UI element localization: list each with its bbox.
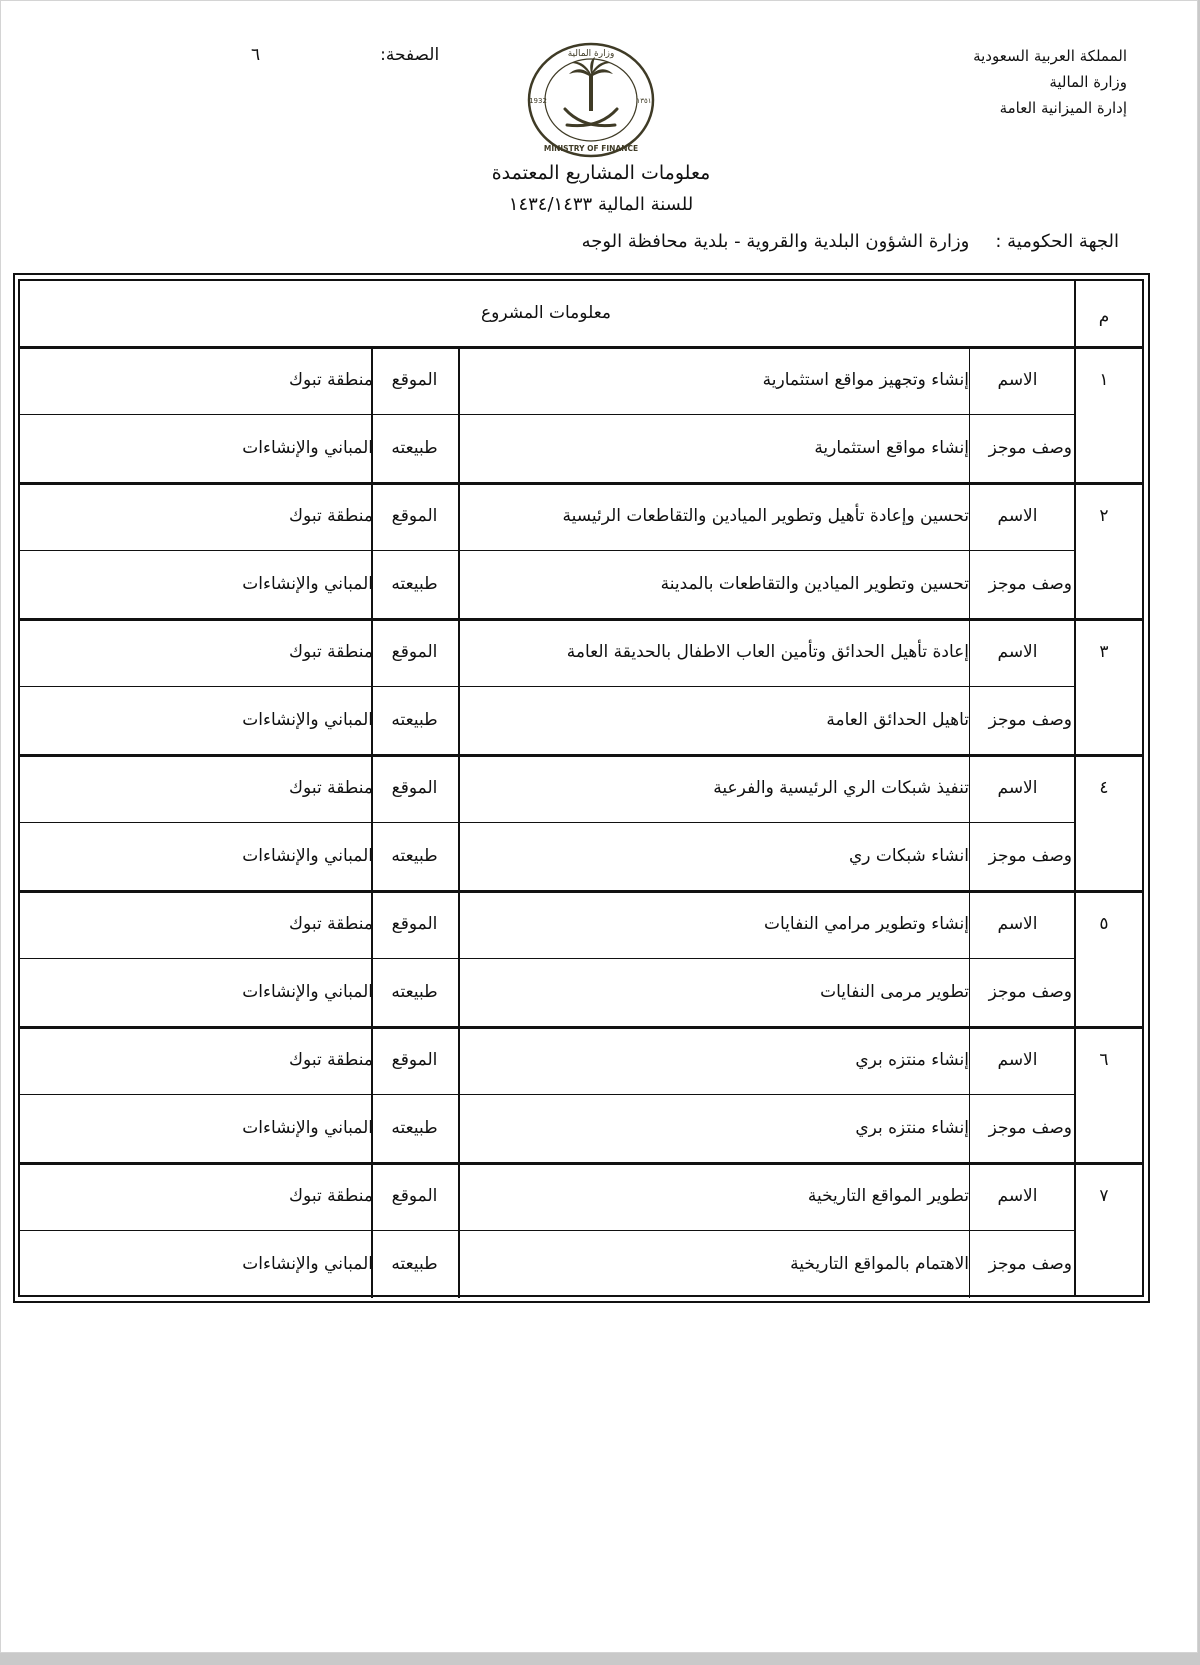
label-column-divider: [969, 346, 970, 482]
organization-block: [973, 43, 1127, 121]
page-label: الصفحة:: [380, 45, 440, 65]
project-description: تحسين وتطوير الميادين والتقاطعات بالمدينة: [660, 574, 969, 594]
nature-label: طبيعته: [391, 438, 438, 458]
nature-label: طبيعته: [391, 982, 438, 1002]
column-header-number: م: [1098, 307, 1110, 327]
project-block-divider: [18, 1162, 1144, 1165]
location-label: الموقع: [391, 914, 438, 934]
project-description: إنشاء منتزه بري: [855, 1118, 969, 1138]
document-title: معلومات المشاريع المعتمدة: [491, 162, 711, 184]
mid-column-divider: [458, 346, 460, 482]
project-nature: المباني والإنشاءات: [242, 982, 373, 1002]
project-row-divider: [18, 550, 1074, 551]
label-column-divider: [969, 618, 970, 754]
column-header-project-info: معلومات المشروع: [480, 303, 612, 323]
project-nature: المباني والإنشاءات: [242, 438, 373, 458]
nature-label: طبيعته: [391, 1254, 438, 1274]
nature-label: طبيعته: [391, 574, 438, 594]
project-location: منطقة تبوك: [289, 778, 373, 798]
description-label: وصف موجز: [988, 1118, 1072, 1138]
fiscal-year: للسنة المالية ١٤٣٤/١٤٣٣: [508, 194, 694, 215]
description-label: وصف موجز: [988, 574, 1072, 594]
svg-text:MINISTRY OF FINANCE: MINISTRY OF FINANCE: [543, 144, 639, 153]
name-label: الاسم: [997, 1186, 1038, 1206]
project-number: ١: [1099, 370, 1109, 390]
description-label: وصف موجز: [988, 438, 1072, 458]
svg-text:وزارة المالية: وزارة المالية: [567, 49, 615, 59]
location-label: الموقع: [391, 370, 438, 390]
mid-column-divider: [458, 618, 460, 754]
project-description: إنشاء مواقع استثمارية: [814, 438, 969, 458]
location-label: الموقع: [391, 778, 438, 798]
mid-column-divider: [458, 482, 460, 618]
location-label: الموقع: [391, 1186, 438, 1206]
name-label: الاسم: [997, 506, 1038, 526]
name-label: الاسم: [997, 914, 1038, 934]
mid-column-divider: [458, 890, 460, 1026]
project-description: تطوير مرمى النفايات: [820, 982, 969, 1002]
project-number: ٦: [1099, 1050, 1109, 1070]
project-description: انشاء شبكات ري: [848, 846, 969, 866]
project-nature: المباني والإنشاءات: [242, 1254, 373, 1274]
name-label: الاسم: [997, 642, 1038, 662]
org-line-department: إدارة الميزانية العامة: [999, 99, 1127, 117]
project-row-divider: [18, 1230, 1074, 1231]
location-label: الموقع: [391, 642, 438, 662]
page-number-block: [251, 45, 439, 65]
mid-column-divider: [458, 1162, 460, 1298]
swords-icon: [565, 109, 617, 126]
project-row-divider: [18, 1094, 1074, 1095]
project-location: منطقة تبوك: [289, 1186, 373, 1206]
name-label: الاسم: [997, 778, 1038, 798]
project-row-divider: [18, 958, 1074, 959]
description-label: وصف موجز: [988, 846, 1072, 866]
project-number: ٢: [1099, 506, 1109, 526]
project-row-divider: [18, 414, 1074, 415]
org-line-ministry: وزارة المالية: [1049, 73, 1127, 91]
value-column-divider: [371, 1026, 373, 1162]
nature-label: طبيعته: [391, 710, 438, 730]
project-number: ٣: [1099, 642, 1109, 662]
value-column-divider: [371, 1162, 373, 1298]
mid-column-divider: [458, 754, 460, 890]
project-block-divider: [18, 1026, 1144, 1029]
project-number: ٥: [1099, 914, 1109, 934]
project-nature: المباني والإنشاءات: [242, 574, 373, 594]
project-nature: المباني والإنشاءات: [242, 1118, 373, 1138]
project-nature: المباني والإنشاءات: [242, 710, 373, 730]
name-label: الاسم: [997, 370, 1038, 390]
label-column-divider: [969, 890, 970, 1026]
svg-text:1932: 1932: [529, 97, 547, 105]
gov-entity-value: وزارة الشؤون البلدية والقروية - بلدية محافظة الوجه: [581, 231, 970, 252]
project-location: منطقة تبوك: [289, 506, 373, 526]
project-block-divider: [18, 482, 1144, 485]
project-location: منطقة تبوك: [289, 370, 373, 390]
project-name: تنفيذ شبكات الري الرئيسية والفرعية: [713, 778, 969, 798]
value-column-divider: [371, 890, 373, 1026]
project-location: منطقة تبوك: [289, 642, 373, 662]
project-location: منطقة تبوك: [289, 1050, 373, 1070]
name-label: الاسم: [997, 1050, 1038, 1070]
project-name: إنشاء وتجهيز مواقع استثمارية: [762, 370, 969, 390]
description-label: وصف موجز: [988, 1254, 1072, 1274]
org-line-kingdom: المملكة العربية السعودية: [973, 47, 1127, 65]
project-description: الاهتمام بالمواقع التاريخية: [790, 1254, 969, 1274]
government-entity: [582, 231, 1119, 252]
location-label: الموقع: [391, 1050, 438, 1070]
project-block-divider: [18, 754, 1144, 757]
value-column-divider: [371, 482, 373, 618]
project-name: إعادة تأهيل الحدائق وتأمين العاب الاطفال بالحديقة العامة: [566, 642, 969, 662]
project-number: ٧: [1099, 1186, 1109, 1206]
label-column-divider: [969, 754, 970, 890]
value-column-divider: [371, 346, 373, 482]
label-column-divider: [969, 482, 970, 618]
project-name: تحسين وإعادة تأهيل وتطوير الميادين والتقاطعات الرئيسية: [562, 506, 969, 526]
label-column-divider: [969, 1162, 970, 1298]
description-label: وصف موجز: [988, 982, 1072, 1002]
project-row-divider: [18, 686, 1074, 687]
gov-entity-label: الجهة الحكومية :: [995, 231, 1119, 252]
project-nature: المباني والإنشاءات: [242, 846, 373, 866]
page-number: ٦: [251, 45, 261, 65]
location-label: الموقع: [391, 506, 438, 526]
project-block-divider: [18, 890, 1144, 893]
mid-column-divider: [458, 1026, 460, 1162]
project-location: منطقة تبوك: [289, 914, 373, 934]
palm-icon: [569, 57, 613, 111]
project-name: تطوير المواقع التاريخية: [807, 1186, 969, 1206]
project-description: تاهيل الحدائق العامة: [826, 710, 969, 730]
project-block-divider: [18, 618, 1144, 621]
value-column-divider: [371, 754, 373, 890]
table-header-divider: [18, 346, 1144, 349]
nature-label: طبيعته: [391, 846, 438, 866]
project-number: ٤: [1099, 778, 1109, 798]
project-name: إنشاء وتطوير مرامي النفايات: [764, 914, 969, 934]
nature-label: طبيعته: [391, 1118, 438, 1138]
description-label: وصف موجز: [988, 710, 1072, 730]
value-column-divider: [371, 618, 373, 754]
svg-text:١٣٥١: ١٣٥١: [636, 97, 652, 105]
label-column-divider: [969, 1026, 970, 1162]
project-name: إنشاء منتزه بري: [855, 1050, 969, 1070]
project-row-divider: [18, 822, 1074, 823]
ministry-seal-logo: [525, 41, 657, 159]
